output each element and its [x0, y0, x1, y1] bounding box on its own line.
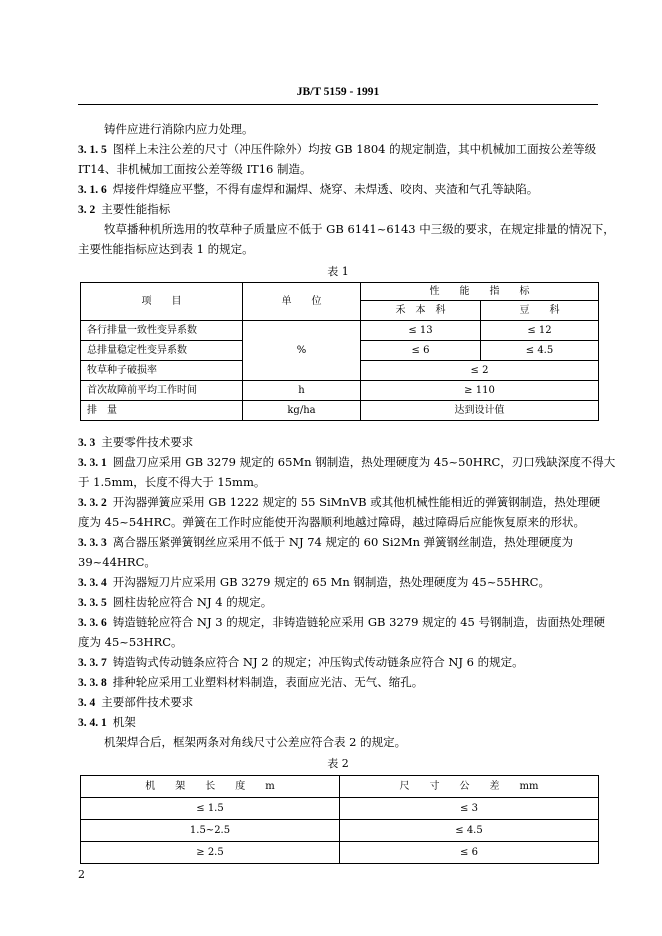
cell-length: ≥ 2.5 [81, 842, 340, 864]
table-row [81, 401, 599, 421]
paragraph-line [78, 614, 606, 631]
paragraph-line [104, 121, 600, 137]
paragraph-line [78, 141, 600, 158]
table-caption: 表 1 [327, 265, 349, 278]
cell-value: ≥ 110 [361, 381, 599, 401]
clause-number: 3. 3. 6 [78, 617, 107, 629]
cell-bean: ≤ 4.5 [481, 341, 599, 361]
paragraph-line [78, 454, 616, 471]
clause-number: 3. 3. 8 [78, 677, 107, 689]
paragraph-line [78, 241, 600, 257]
clause-number: 3. 3. 5 [78, 597, 107, 609]
header-grass: 禾 本 科 [361, 301, 481, 321]
paragraph-text: 焊接件焊缝应平整，不得有虚焊和漏焊、烧穿、未焊透、咬肉、夹渣和气孔等缺陷。 [112, 182, 539, 196]
clause-number: 3. 3. 4 [78, 577, 107, 589]
cell-length: 1.5~2.5 [81, 820, 340, 842]
paragraph-text: 开沟器短刀片应采用 GB 3279 规定的 65 Mn 钢制造，热处理硬度为 45~55HRC。 [112, 575, 550, 589]
clause-number: 3. 3. 1 [78, 457, 107, 469]
paragraph-text: 铸件应进行消除内应力处理。 [104, 122, 254, 136]
paragraph-line [78, 714, 600, 731]
table-row [81, 820, 599, 842]
table-performance [80, 282, 599, 421]
header-tolerance: 尺 寸 公 差 mm [340, 776, 599, 798]
cell-bean: ≤ 12 [481, 321, 599, 341]
paragraph-line [78, 474, 600, 490]
paragraph-text: 机架焊合后，框架两条对角线尺寸公差应符合表 2 的规定。 [104, 735, 407, 749]
header-item: 项 目 [81, 283, 243, 321]
clause-number: 3. 3 [78, 437, 96, 449]
header-performance: 性 能 指 标 [361, 283, 599, 301]
paragraph-text: 图样上未注公差的尺寸（冲压件除外）均按 GB 1804 的规定制造，其中机械加工面按公差等级 [112, 142, 597, 156]
table-row [81, 798, 599, 820]
clause-number: 3. 2 [78, 204, 96, 216]
paragraph-line [78, 574, 600, 591]
paragraph-line [78, 434, 600, 451]
paragraph-text: 机架 [112, 715, 136, 729]
cell-tolerance: ≤ 4.5 [340, 820, 599, 842]
paragraph-text: 度为 45~54HRC。弹簧在工作时应能使开沟器顺利地越过障碍，越过障碍后应能恢复原来的形状。 [78, 515, 586, 529]
header-rule [78, 104, 598, 105]
clause-number: 3. 1. 5 [78, 144, 107, 156]
header-frame-length: 机 架 长 度 m [81, 776, 340, 798]
paragraph-text: 于 1.5mm，长度不得大于 15mm。 [78, 475, 266, 489]
cell-unit: h [243, 381, 361, 401]
header-bean: 豆 科 [481, 301, 599, 321]
paragraph-line [78, 594, 600, 611]
paragraph-line [78, 514, 600, 530]
cell-item: 各行排量一致性变异系数 [81, 321, 243, 341]
paragraph-text: 圆盘刀应采用 GB 3279 规定的 65Mn 钢制造，热处理硬度为 45~50HRC，刃口残缺深度不得大 [112, 455, 616, 469]
cell-grass: ≤ 6 [361, 341, 481, 361]
clause-number: 3. 4 [78, 697, 96, 709]
cell-value: ≤ 2 [361, 361, 599, 381]
paragraph-line [78, 654, 600, 671]
paragraph-text: 圆柱齿轮应符合 NJ 4 的规定。 [112, 595, 273, 609]
paragraph-text: 主要性能指标 [101, 202, 171, 216]
clause-number: 3. 3. 3 [78, 537, 107, 549]
table-row [81, 842, 599, 864]
cell-value: 达到设计值 [361, 401, 599, 421]
paragraph-text: IT14、非机械加工面按公差等级 IT16 制造。 [78, 162, 312, 176]
document-header: JB/T 5159 - 1991 [296, 86, 380, 98]
paragraph-text: 主要部件技术要求 [101, 695, 194, 709]
clause-number: 3. 3. 7 [78, 657, 107, 669]
paragraph-text: 主要性能指标应达到表 1 的规定。 [78, 242, 254, 256]
paragraph-line [78, 694, 600, 711]
cell-unit: % [243, 321, 361, 381]
page-number: 2 [78, 868, 85, 881]
paragraph-line [78, 534, 600, 551]
cell-item: 牧草种子破损率 [81, 361, 243, 381]
paragraph-line [78, 161, 600, 177]
paragraph-text: 39~44HRC。 [78, 555, 156, 569]
paragraph-line [78, 181, 600, 198]
paragraph-line [78, 634, 600, 650]
paragraph-line [78, 201, 600, 218]
table-frame-tolerance [80, 775, 599, 864]
table-caption: 表 2 [327, 757, 349, 770]
paragraph-text: 主要零件技术要求 [101, 435, 194, 449]
cell-unit: kg/ha [243, 401, 361, 421]
cell-item: 总排量稳定性变异系数 [81, 341, 243, 361]
paragraph-line [78, 554, 600, 570]
cell-tolerance: ≤ 3 [340, 798, 599, 820]
paragraph-text: 开沟器弹簧应采用 GB 1222 规定的 55 SiMnVB 或其他机械性能相近的弹簧钢制造，热处理硬 [112, 495, 601, 509]
header-unit: 单 位 [243, 283, 361, 321]
paragraph-text: 度为 45~53HRC。 [78, 635, 183, 649]
clause-number: 3. 4. 1 [78, 717, 107, 729]
paragraph-line [78, 674, 600, 691]
paragraph-text: 铸造链轮应符合 NJ 3 的规定，非铸造链轮应采用 GB 3279 规定的 45 号钢制造，齿面热处理硬 [112, 615, 606, 629]
paragraph-line [78, 494, 600, 511]
clause-number: 3. 1. 6 [78, 184, 107, 196]
cell-item: 排 量 [81, 401, 243, 421]
clause-number: 3. 3. 2 [78, 497, 107, 509]
table-row [81, 381, 599, 401]
paragraph-text: 排种轮应采用工业塑料材料制造，表面应光洁、无气、缩孔。 [112, 675, 424, 689]
paragraph-text: 牧草播种机所选用的牧草种子质量应不低于 GB 6141~6143 中三级的要求，在规定排量的情况下， [104, 222, 615, 236]
paragraph-line [104, 221, 615, 237]
cell-item: 首次故障前平均工作时间 [81, 381, 243, 401]
cell-grass: ≤ 13 [361, 321, 481, 341]
table-row [81, 321, 599, 341]
paragraph-text: 铸造钩式传动链条应符合 NJ 2 的规定；冲压钩式传动链条应符合 NJ 6 的规定。 [112, 655, 524, 669]
paragraph-line [104, 734, 600, 750]
paragraph-text: 离合器压紧弹簧钢丝应采用不低于 NJ 74 规定的 60 Si2Mn 弹簧钢丝制造，热处理硬度为 [112, 535, 574, 549]
cell-tolerance: ≤ 6 [340, 842, 599, 864]
cell-length: ≤ 1.5 [81, 798, 340, 820]
